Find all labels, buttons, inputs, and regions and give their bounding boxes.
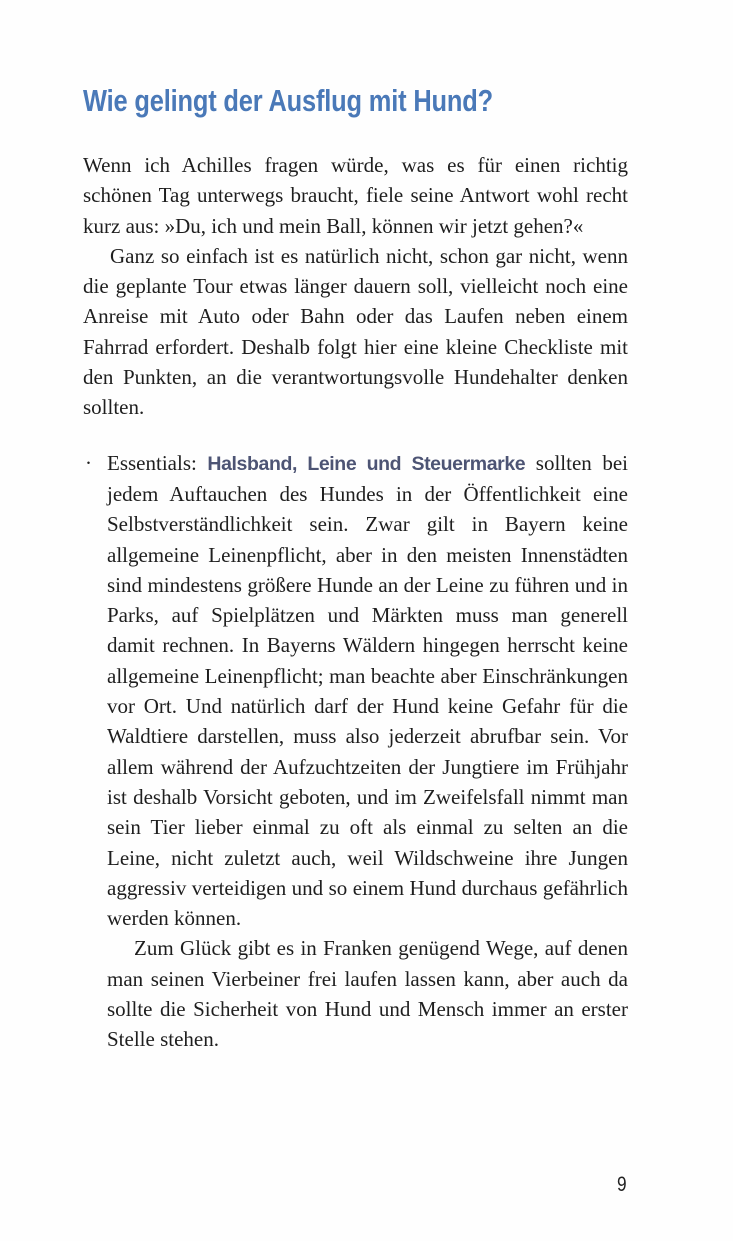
chapter-heading: Wie gelingt der Ausflug mit Hund? (83, 83, 493, 118)
page-content (83, 150, 628, 1055)
highlight-keywords: Halsband, Leine und Steuermarke (207, 452, 526, 475)
checklist-paragraph (107, 448, 628, 934)
intro-paragraph: Wenn ich Achilles fragen würde, was es für einen richtig schönen Tag unterwegs braucht, fiele seine Antwort wohl recht kurz aus: »Du, ich und mein Ball, können wir jetzt gehen?« (83, 153, 628, 238)
checklist-continuation-paragraph: Zum Glück gibt es in Franken genügend Wege, auf denen man seinen Vierbeiner frei laufen lassen kann, aber auch da sollte die Sicherheit von Hund und Mensch immer an erster Stelle stehen. (107, 936, 628, 1052)
checklist-lead-text: Essentials: (107, 450, 208, 475)
body-paragraph: Ganz so einfach ist es natürlich nicht, schon gar nicht, wenn die geplante Tour etwas länger dauern soll, vielleicht noch eine Anreise mit Auto oder Bahn oder das Laufen neben einem Fahrrad erfordert. Deshalb folgt hier eine kleine Checkliste mit den Punkten, an die verantwortungsvolle Hundehalter denken sollten. (83, 243, 628, 420)
checklist-body-text: sollten bei jedem Auftauchen des Hundes in der Öffentlichkeit eine Selbstverständlichkeit sein. Zwar gilt in Bayern keine allgemeine Leinenpflicht, aber in den meisten Innenstädten sind mindestens größere Hunde an der Leine zu führen und in Parks, auf Spielplätzen und Märkten muss man generell damit rechnen. In Bayerns Wäldern hingegen herrscht keine allgemeine Leinenpflicht; man beachte aber Einschränkungen vor Ort. Und natürlich darf der Hund keine Gefahr für die Waldtiere darstellen, muss also jederzeit abrufbar sein. Vor allem während der Aufzuchtzeiten der Jungtiere im Frühjahr ist deshalb Vorsicht geboten, und im Zweifelsfall nimmt man sein Tier lieber einmal zu oft als einmal zu selten an die Leine, nicht zuletzt auch, weil Wildschweine ihre Jungen aggressiv verteidigen und so einem Hund durchaus gefährlich werden können. (107, 450, 629, 931)
page-number: 9 (617, 1173, 627, 1196)
bullet-marker: · (85, 450, 92, 475)
checklist-item (83, 448, 628, 1055)
